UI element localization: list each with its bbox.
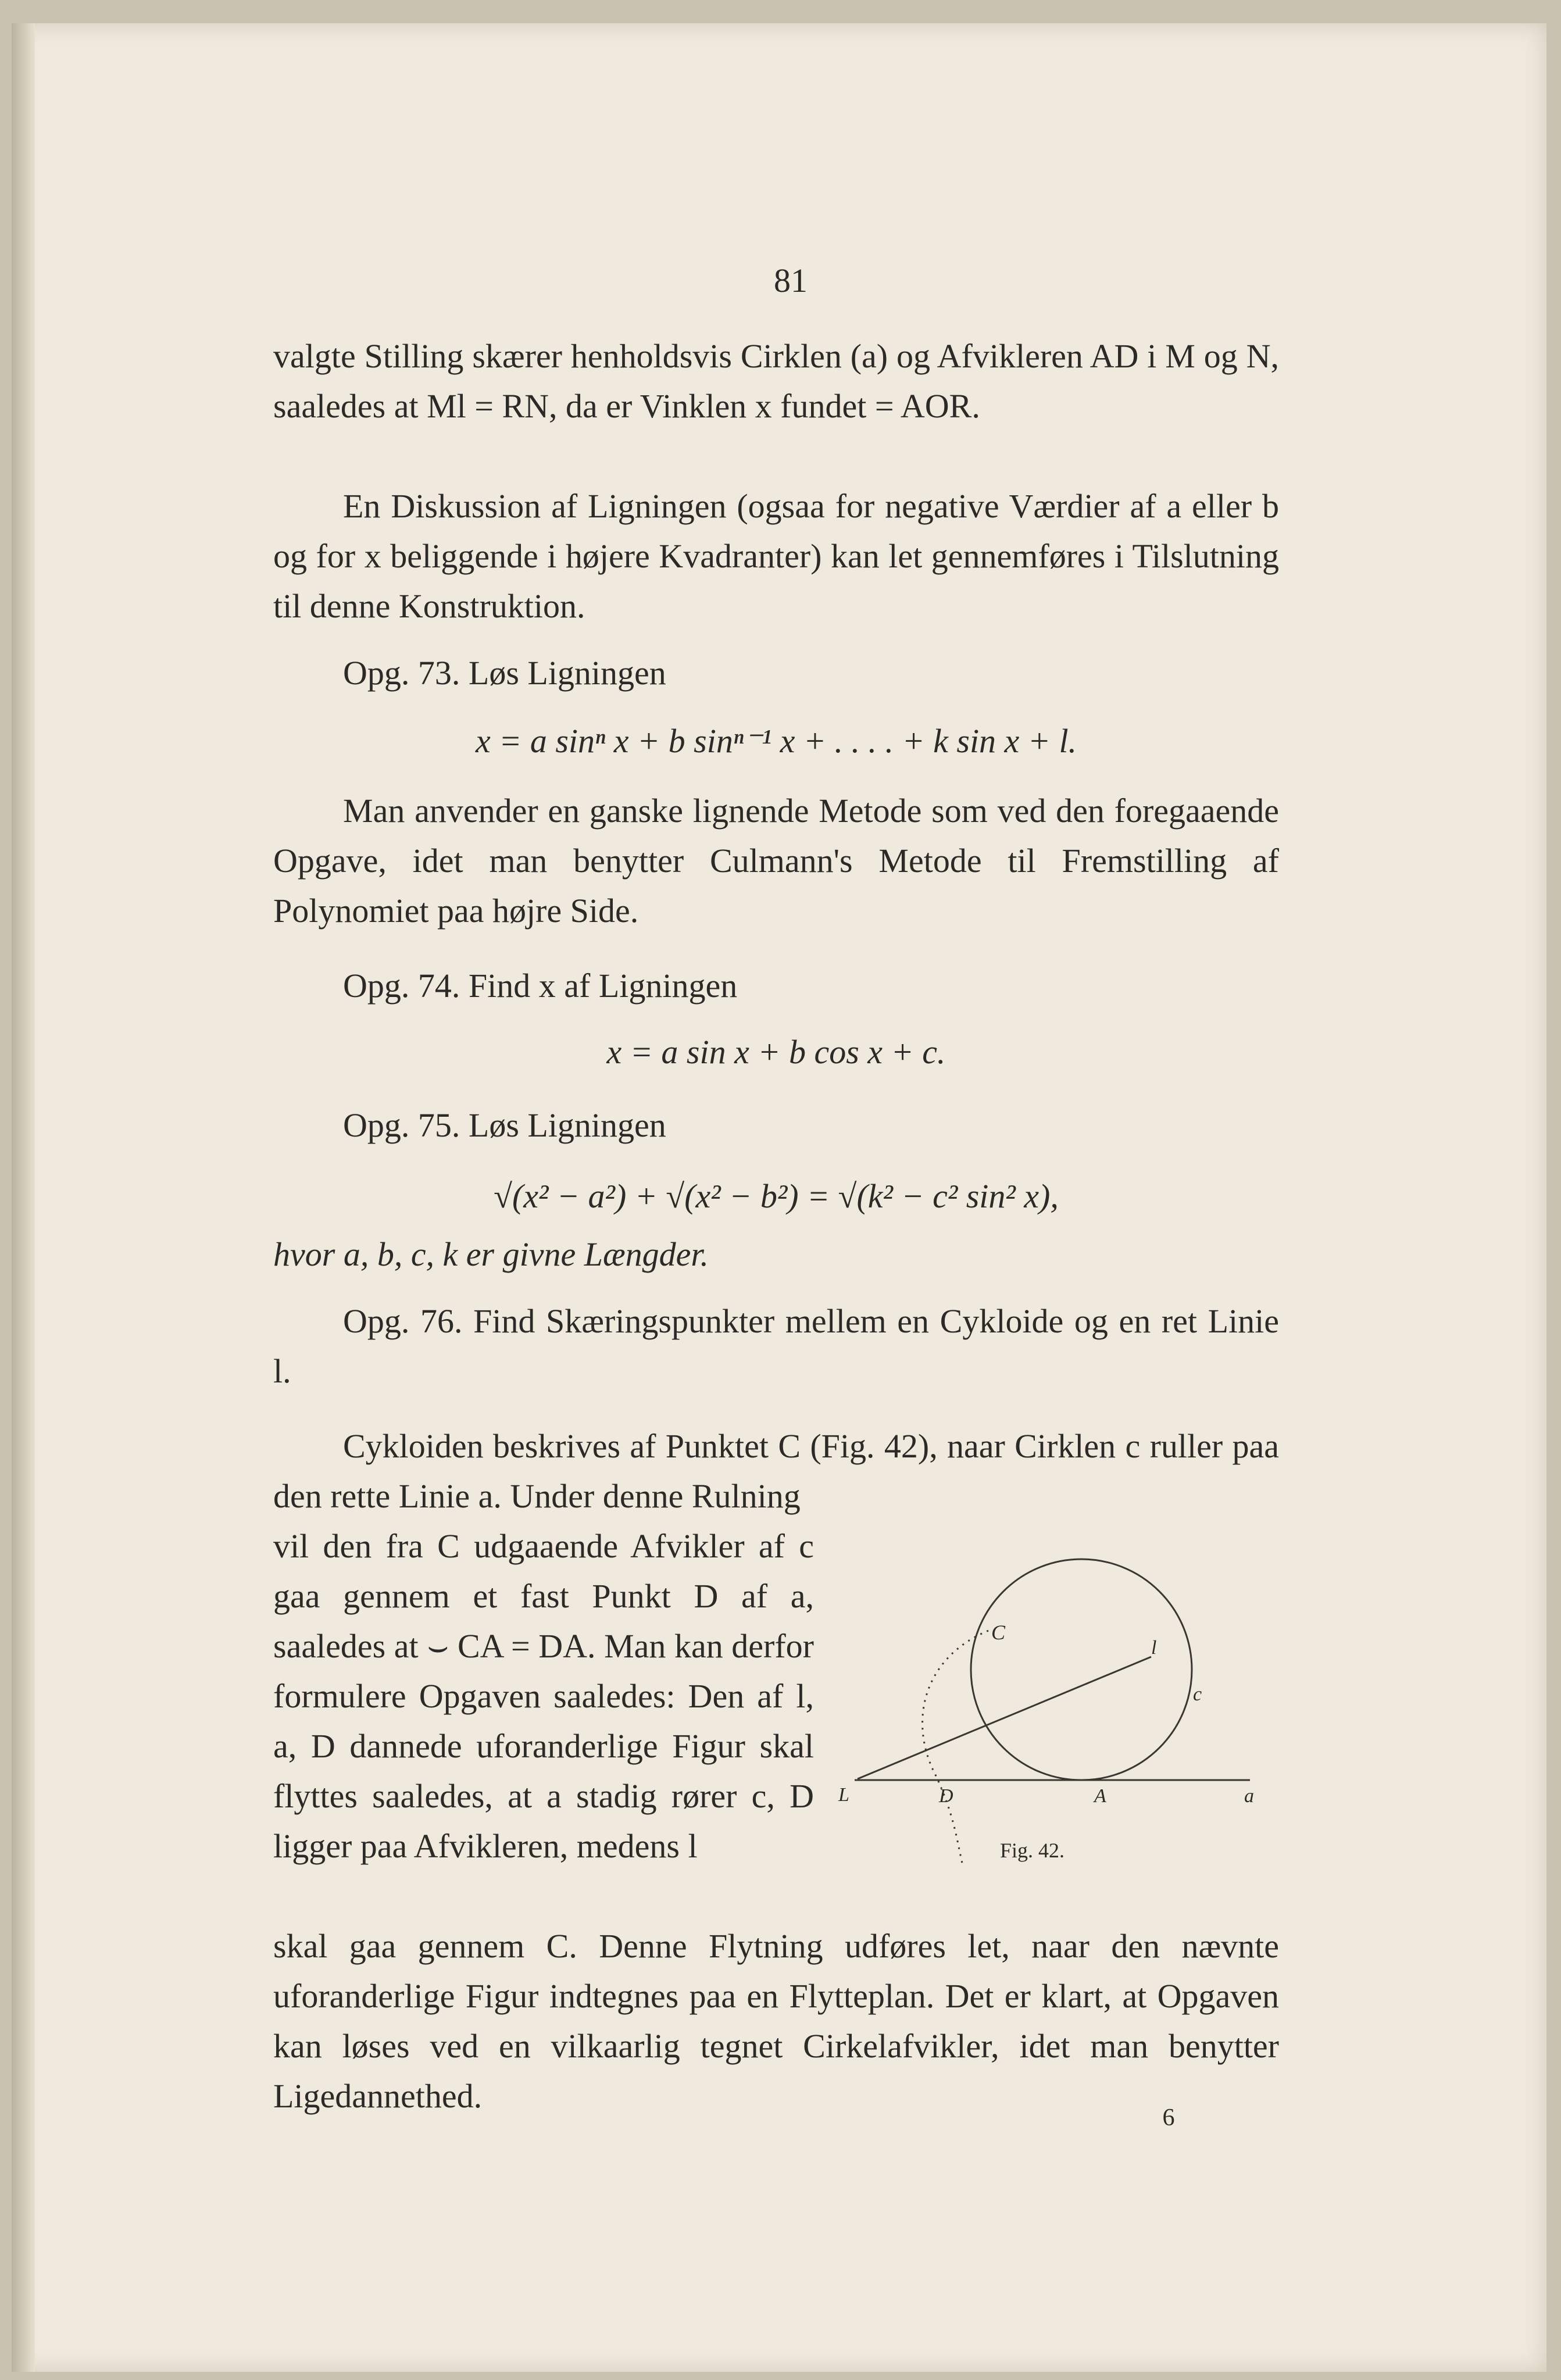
rolling-circle bbox=[971, 1559, 1192, 1780]
exercise-76-heading: Opg. 76. Find Skæringspunkter mellem en Cykloide og en ret Linie l. bbox=[273, 1302, 1279, 1390]
paragraph-cycloid-end: skal gaa gennem C. Denne Flytning udføres let, naar den nævnte uforanderlige Figur indtegnes paa en Flytteplan. Det er klart, at Opgaven kan løses ved en vilkaarlig tegnet Cirkelafvikler, idet man benytter Ligedannethed. bbox=[273, 1927, 1279, 2115]
figure-caption: Fig. 42. bbox=[1000, 1839, 1065, 1862]
page-spine-shadow bbox=[12, 23, 35, 2372]
paragraph-discussion: En Diskussion af Ligningen (ogsaa for negative Værdier af a eller b og for x beliggende i højere Kvadranter) kan let gennemføres i Tilslutning til denne Konstruktion. bbox=[273, 487, 1279, 625]
label-L: L bbox=[838, 1784, 849, 1806]
label-l: l bbox=[1151, 1637, 1157, 1659]
exercise-73-heading: Opg. 73. Løs Ligningen bbox=[343, 654, 666, 692]
line-l bbox=[858, 1657, 1151, 1779]
page-number: 81 bbox=[774, 262, 808, 299]
label-a: a bbox=[1244, 1785, 1254, 1807]
equation-73: x = a sinⁿ x + b sinⁿ⁻¹ x + . . . . + k sin x + l. bbox=[475, 722, 1077, 760]
signature-mark: 6 bbox=[1162, 2104, 1175, 2131]
equation-74: x = a sin x + b cos x + c. bbox=[606, 1033, 946, 1071]
paragraph-cycloid-intro: Cykloiden beskrives af Punktet C (Fig. 42), naar Cirklen c ruller paa den rette Linie a. Under denne Rulning bbox=[273, 1427, 1279, 1515]
label-D: D bbox=[939, 1785, 953, 1807]
book-page bbox=[12, 23, 1546, 2372]
label-A: A bbox=[1094, 1785, 1106, 1807]
figure-42 bbox=[826, 1546, 1291, 1872]
paragraph-construction-end: valgte Stilling skærer henholdsvis Cirklen (a) og Afvikleren AD i M og N, saaledes at Ml = RN, da er Vinklen x fundet = AOR. bbox=[273, 337, 1279, 425]
label-c: c bbox=[1193, 1684, 1202, 1705]
label-C: C bbox=[991, 1621, 1006, 1644]
exercise-75-heading: Opg. 75. Løs Ligningen bbox=[343, 1106, 666, 1144]
exercise-75-condition: hvor a, b, c, k er givne Længder. bbox=[273, 1235, 709, 1273]
exercise-74-heading: Opg. 74. Find x af Ligningen bbox=[343, 967, 738, 1005]
paragraph-culmann-method: Man anvender en ganske lignende Metode som ved den foregaaende Opgave, idet man benytter Culmann's Metode til Fremstilling af Polynomiet paa højre Side. bbox=[273, 792, 1279, 930]
equation-75: √(x² − a²) + √(x² − b²) = √(k² − c² sin² x), bbox=[494, 1177, 1059, 1215]
paragraph-cycloid-wrap: vil den fra C udgaaende Afvikler af c gaa gennem et fast Punkt D af a, saaledes at ⌣ CA = DA. Man kan derfor formulere Opgaven saaledes: Den af l, a, D dannede uforanderlige Figur skal flyttes saaledes, at a stadig rører c, D ligger paa Afvikleren, medens l bbox=[273, 1527, 814, 1865]
